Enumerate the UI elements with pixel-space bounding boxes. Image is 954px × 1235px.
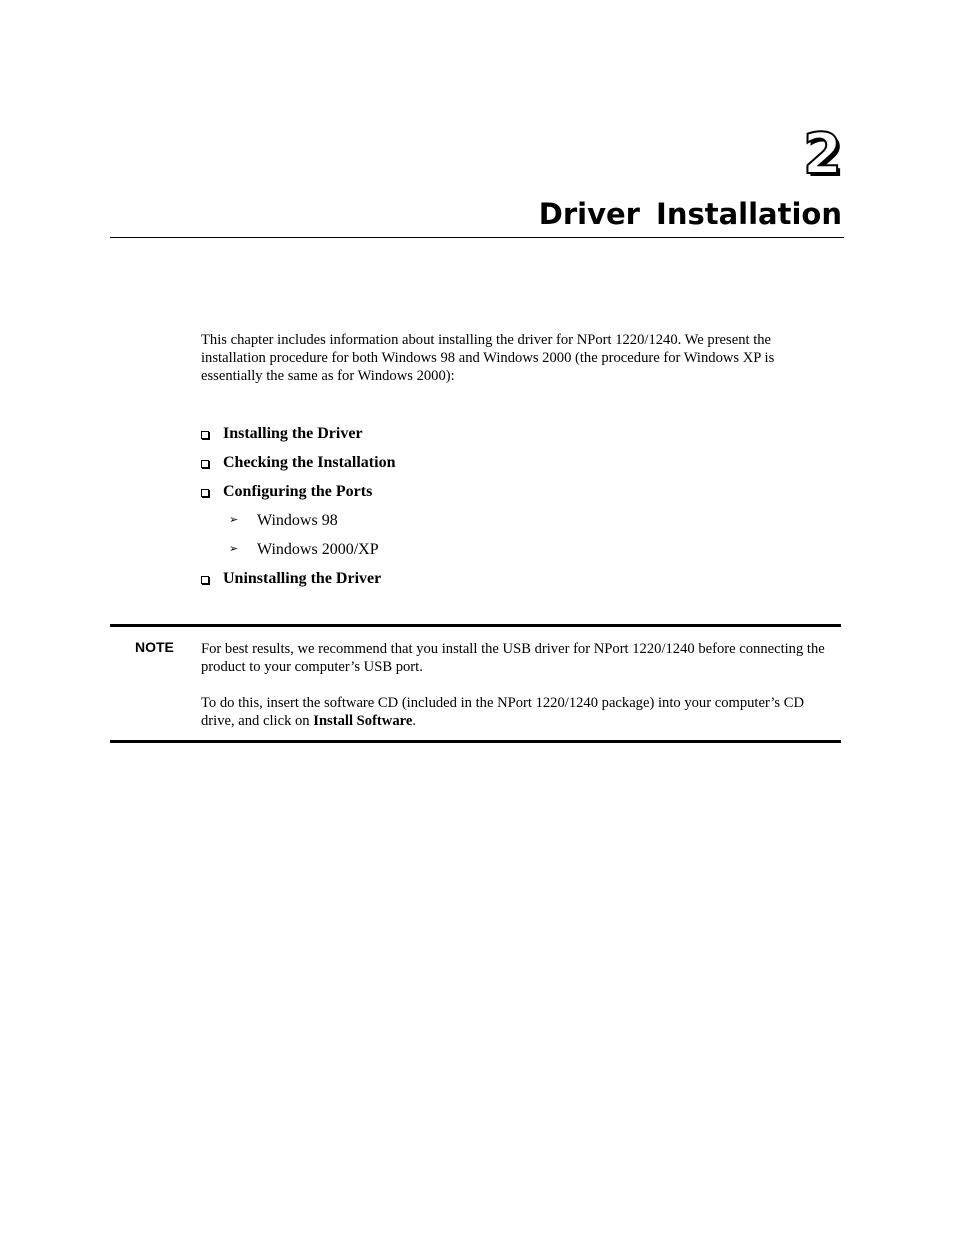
note-paragraph: For best results, we recommend that you install the USB driver for NPort 1220/1240 before connecting the product to your computer’s USB port.	[201, 641, 825, 675]
chapter-contents-list	[201, 419, 395, 593]
list-item-label: Uninstalling the Driver	[223, 569, 382, 587]
arrow-bullet-icon: ➢	[229, 514, 239, 526]
note-label: NOTE	[135, 639, 174, 655]
arrow-bullet-icon: ➢	[229, 543, 239, 555]
list-item	[201, 419, 395, 448]
note-box	[110, 624, 841, 743]
chapter-title: Driver Installation	[538, 197, 842, 231]
list-item-label: Installing the Driver	[223, 424, 363, 442]
list-item	[201, 564, 395, 593]
square-bullet-icon	[201, 460, 209, 468]
note-text: To do this, insert the software CD (included in the NPort 1220/1240 package) into your computer’s CD drive, and click on	[201, 695, 805, 729]
list-item	[201, 477, 395, 506]
sub-list-item	[201, 506, 395, 535]
sub-list-item	[201, 535, 395, 564]
install-software-emphasis: Install Software	[313, 713, 413, 729]
square-bullet-icon	[201, 489, 209, 497]
note-text: .	[412, 713, 416, 729]
list-item-label: Checking the Installation	[223, 453, 396, 471]
title-divider	[110, 237, 844, 238]
note-paragraph	[201, 694, 831, 730]
list-item	[201, 448, 395, 477]
square-bullet-icon	[201, 431, 209, 439]
square-bullet-icon	[201, 576, 209, 584]
intro-paragraph: This chapter includes information about installing the driver for NPort 1220/1240. We present the installation procedure for both Windows 98 and Windows 2000 (the procedure for Windows XP is essentially the same as for Windows 2000):	[201, 332, 775, 384]
list-item-label: Windows 2000/XP	[257, 540, 379, 558]
list-item-label: Configuring the Ports	[223, 482, 373, 500]
chapter-number: 2	[803, 122, 842, 187]
list-item-label: Windows 98	[257, 511, 338, 529]
note-body	[201, 640, 831, 730]
